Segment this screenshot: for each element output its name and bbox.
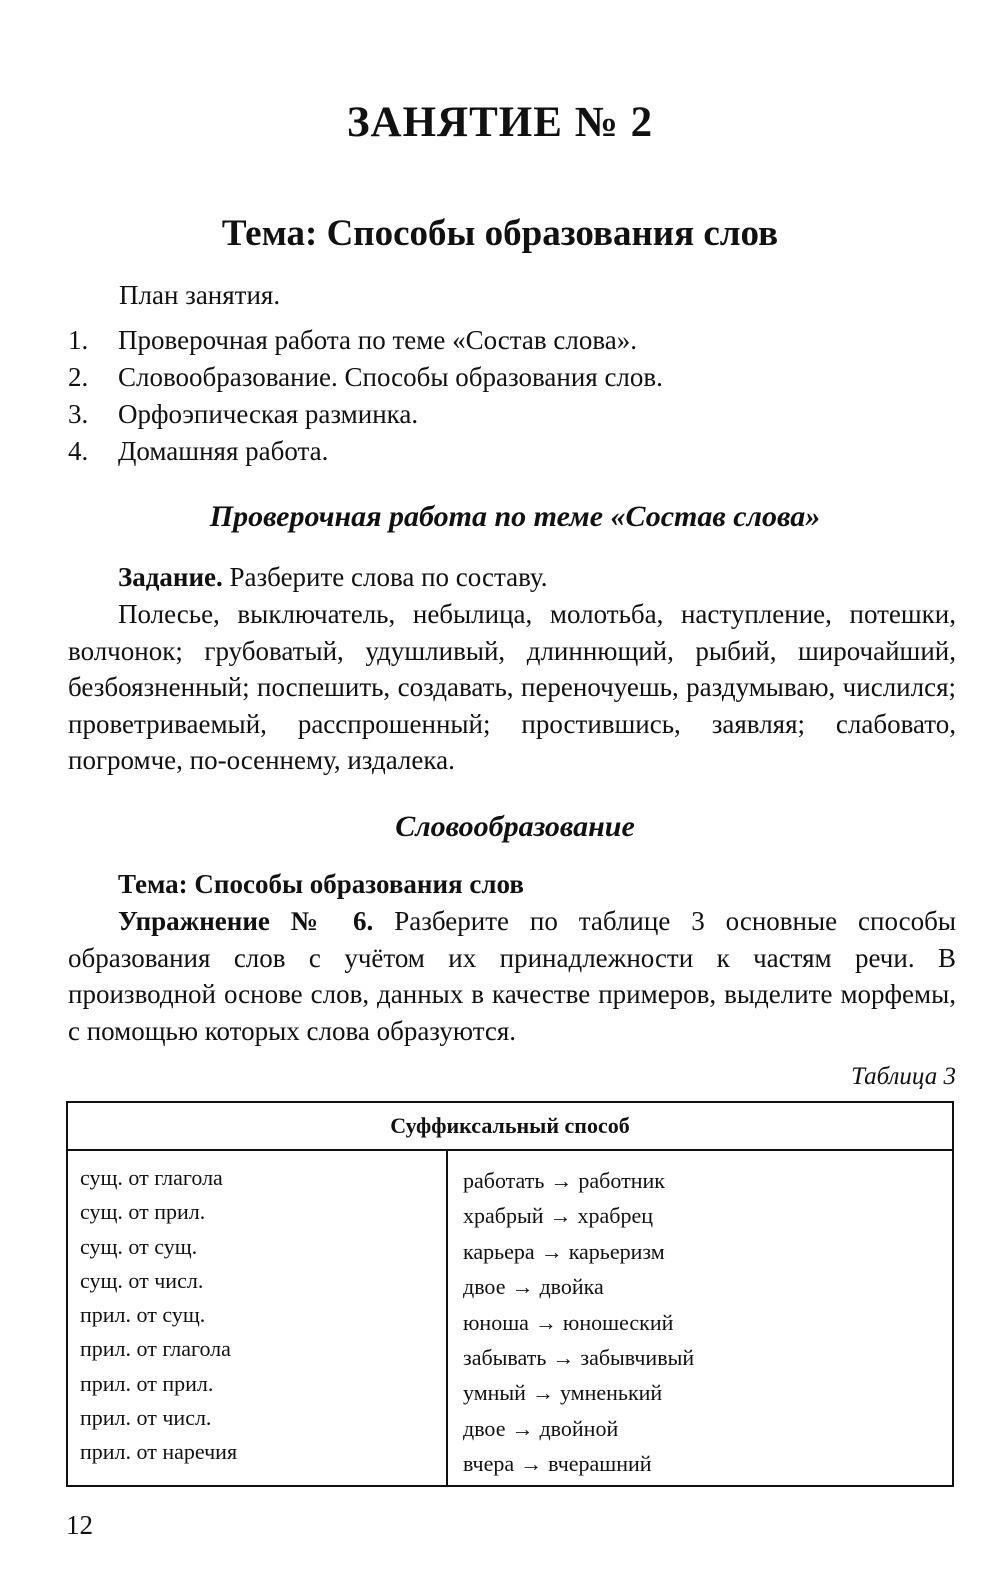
arrow-right-icon: → bbox=[520, 1451, 543, 1477]
example-row bbox=[463, 1446, 694, 1481]
plan-item-number: 2. bbox=[68, 362, 89, 392]
example-result: карьеризм bbox=[568, 1238, 665, 1264]
example-source: умный bbox=[463, 1380, 526, 1406]
table-header: Суффиксальный способ bbox=[68, 1103, 952, 1151]
table-cell: прил. от прил. bbox=[80, 1370, 214, 1396]
plan-item bbox=[68, 433, 663, 470]
example-source: вчера bbox=[463, 1451, 515, 1477]
plan-item bbox=[68, 322, 663, 359]
word-formation-heading: Словообразование bbox=[395, 810, 635, 843]
plan-item-text: Домашняя работа. bbox=[118, 436, 329, 466]
task-paragraph bbox=[68, 559, 956, 596]
arrow-right-icon: → bbox=[550, 1168, 573, 1193]
example-result: двойка bbox=[539, 1274, 604, 1300]
example-source: храбрый bbox=[463, 1203, 544, 1229]
table-cell: сущ. от глагола bbox=[80, 1165, 223, 1190]
plan-item-text: Орфоэпическая разминка. bbox=[118, 399, 419, 429]
formation-table bbox=[66, 1101, 954, 1487]
plan-item bbox=[68, 396, 663, 433]
table-body bbox=[68, 1151, 952, 1485]
example-result: двойной bbox=[539, 1415, 619, 1441]
example-row bbox=[463, 1163, 694, 1198]
arrow-right-icon: → bbox=[552, 1344, 575, 1370]
plan-item-number: 4. bbox=[68, 436, 89, 466]
topic-paragraph bbox=[68, 866, 956, 903]
example-row bbox=[463, 1234, 694, 1269]
exercise-text: Разберите по таблице 3 основные способы образования слов с учётом их принадлежности к частям речи. В производной основе слов, данных в качестве примеров, выделите морфемы, с помощью которых слова образуются. bbox=[68, 906, 956, 1046]
example-row bbox=[463, 1375, 694, 1410]
column-divider bbox=[446, 1151, 448, 1485]
plan-item bbox=[68, 359, 663, 396]
arrow-right-icon: → bbox=[511, 1415, 534, 1441]
topic-label: Тема: Способы образования слов bbox=[118, 869, 524, 899]
example-source: карьера bbox=[463, 1238, 535, 1264]
example-row bbox=[463, 1269, 694, 1304]
lesson-title: ЗАНЯТИЕ № 2 bbox=[346, 99, 654, 146]
words-paragraph bbox=[68, 596, 956, 779]
example-row bbox=[463, 1340, 694, 1375]
arrow-right-icon: → bbox=[511, 1274, 534, 1300]
table-cell: прил. от числ. bbox=[80, 1405, 212, 1431]
exercise-label: Упражнение № 6. bbox=[118, 906, 374, 936]
task-text: Разберите слова по составу. bbox=[222, 562, 548, 592]
test-section-heading: Проверочная работа по теме «Состав слова» bbox=[209, 500, 821, 533]
table-cell: сущ. от сущ. bbox=[80, 1233, 198, 1259]
example-result: вчерашний bbox=[548, 1451, 652, 1477]
arrow-right-icon: → bbox=[549, 1203, 572, 1229]
task-label: Задание. bbox=[118, 562, 223, 592]
example-source: двое bbox=[463, 1415, 506, 1441]
examples-column bbox=[463, 1163, 694, 1482]
example-result: юношеский bbox=[562, 1309, 674, 1335]
example-result: работник bbox=[578, 1168, 665, 1193]
plan-heading: План занятия. bbox=[119, 280, 281, 310]
arrow-right-icon: → bbox=[531, 1380, 554, 1406]
example-row bbox=[463, 1198, 694, 1233]
arrow-right-icon: → bbox=[540, 1238, 563, 1264]
arrow-right-icon: → bbox=[534, 1309, 557, 1335]
plan-list bbox=[68, 322, 663, 470]
example-result: умненький bbox=[559, 1380, 663, 1406]
example-source: юноша bbox=[463, 1309, 529, 1335]
plan-item-text: Проверочная работа по теме «Состав слова». bbox=[118, 325, 637, 355]
example-row bbox=[463, 1305, 694, 1340]
table-cell: прил. от сущ. bbox=[80, 1302, 206, 1328]
table-caption: Таблица 3 bbox=[851, 1063, 956, 1090]
table-cell: сущ. от числ. bbox=[80, 1267, 204, 1293]
example-source: забывать bbox=[463, 1344, 547, 1370]
plan-item-number: 3. bbox=[68, 399, 89, 429]
example-source: двое bbox=[463, 1274, 506, 1300]
example-row bbox=[463, 1411, 694, 1446]
example-result: забывчивый bbox=[580, 1344, 695, 1370]
lesson-topic: Тема: Способы образования слов bbox=[221, 213, 779, 254]
parts-of-speech-column bbox=[80, 1161, 237, 1470]
example-result: храбрец bbox=[577, 1203, 654, 1229]
plan-item-text: Словообразование. Способы образования слов. bbox=[118, 362, 663, 392]
plan-item-number: 1. bbox=[68, 325, 89, 355]
exercise-paragraph bbox=[68, 903, 956, 1049]
table-cell: сущ. от прил. bbox=[80, 1199, 206, 1225]
table-cell: прил. от наречия bbox=[80, 1439, 238, 1465]
example-source: работать bbox=[463, 1168, 545, 1193]
table-cell: прил. от глагола bbox=[80, 1336, 231, 1362]
words-list: Полесье, выключатель, небылица, молотьба, наступление, потешки, волчонок; грубоватый, удушливый, длиннющий, рыбий, широчайший, безбоязненный; поспешить, создавать, переночуешь, раздумываю, числился; проветриваемый, расспрошенный; простившись, заявляя; слабовато, погромче, по-осеннему, издалека. bbox=[68, 599, 956, 776]
page-number: 12 bbox=[66, 1510, 93, 1540]
